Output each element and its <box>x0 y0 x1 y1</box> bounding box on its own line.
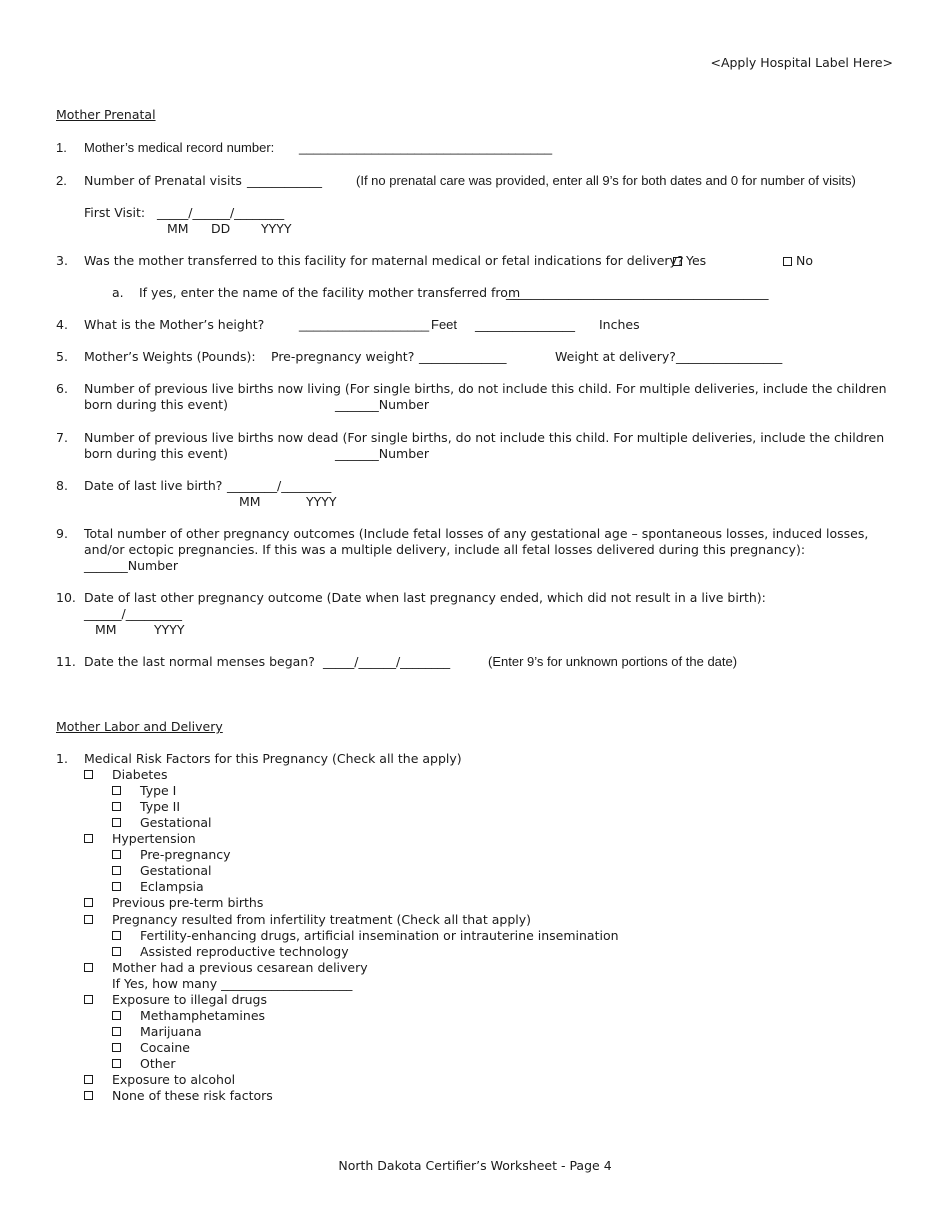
no-label: No <box>795 253 813 268</box>
first-visit-mm: MM <box>167 221 189 236</box>
q7-line2: born during this event) <box>84 446 228 461</box>
pre-pregnancy-weight-field[interactable]: ______________ <box>419 349 507 364</box>
transfer-facility-field[interactable]: __________________________________________ <box>506 285 769 300</box>
last-live-birth-date-field[interactable]: ________/________ <box>227 478 332 493</box>
checkbox-icon[interactable] <box>84 1075 93 1084</box>
q3-text: Was the mother transferred to this facility for maternal medical or fetal indications for delivery? <box>84 253 684 268</box>
delivery-weight-label: Weight at delivery? <box>555 349 676 364</box>
pre-pregnancy-weight-label: Pre-pregnancy weight? <box>271 349 415 364</box>
checkbox-icon[interactable] <box>112 850 121 859</box>
q9-line2: and/or ectopic pregnancies. If this was a multiple delivery, include all fetal losses delivered during this pregnancy): <box>84 542 806 557</box>
checkbox-icon[interactable] <box>84 770 93 779</box>
checkbox-icon[interactable] <box>112 1011 121 1020</box>
transfer-yes-option[interactable] <box>673 253 706 269</box>
checkbox-icon[interactable] <box>112 1043 121 1052</box>
first-visit-date-field[interactable]: _____/______/________ <box>157 205 285 220</box>
page-footer: North Dakota Certifier’s Worksheet - Page 4 <box>338 1158 612 1173</box>
checkbox-icon[interactable] <box>84 963 93 972</box>
last-other-outcome-date-field[interactable]: ______/_________ <box>84 606 182 621</box>
q4-text: What is the Mother’s height? <box>84 317 265 332</box>
q7-number: 7. <box>56 430 68 445</box>
q1-text: Mother’s medical record number: <box>84 140 275 155</box>
cesarean-how-many-field[interactable]: If Yes, how many _____________________ <box>112 976 353 991</box>
inches-label: Inches <box>599 317 640 332</box>
hospital-label: <Apply Hospital Label Here> <box>710 55 893 70</box>
checkbox-icon[interactable] <box>112 866 121 875</box>
checkbox-icon[interactable] <box>783 257 792 266</box>
q11-note: (Enter 9’s for unknown portions of the date) <box>488 654 738 669</box>
q1-number: 1. <box>56 140 67 155</box>
checkbox-icon[interactable] <box>84 915 93 924</box>
q2-text: Number of Prenatal visits <box>84 173 242 188</box>
checkbox-icon[interactable] <box>84 995 93 1004</box>
q10-number: 10. <box>56 590 76 605</box>
first-visit-label: First Visit: <box>84 205 146 220</box>
q3a-letter: a. <box>112 285 124 300</box>
q6-line2: born during this event) <box>84 397 228 412</box>
checkbox-icon[interactable] <box>84 1091 93 1100</box>
q11-text: Date the last normal menses began? <box>84 654 315 669</box>
q5-number: 5. <box>56 349 68 364</box>
checkbox-icon[interactable] <box>112 786 121 795</box>
checkbox-icon[interactable] <box>112 882 121 891</box>
q10-text: Date of last other pregnancy outcome (Date when last pregnancy ended, which did not result in a live birth): <box>84 590 766 605</box>
checkbox-icon[interactable] <box>112 1027 121 1036</box>
height-inches-field[interactable]: ________________ <box>475 317 575 332</box>
q3-number: 3. <box>56 253 68 268</box>
checkbox-icon[interactable] <box>112 818 121 827</box>
last-other-outcome-yyyy: YYYY <box>154 622 185 637</box>
last-live-birth-mm: MM <box>239 494 261 509</box>
q7-line1: Number of previous live births now dead (For single births, do not include this child. For multiple deliveries, include the children <box>84 430 885 445</box>
last-live-birth-yyyy: YYYY <box>306 494 337 509</box>
labor-q1-number: 1. <box>56 751 68 766</box>
q11-number: 11. <box>56 654 76 669</box>
q4-number: 4. <box>56 317 68 332</box>
checkbox-icon[interactable] <box>112 802 121 811</box>
medical-record-number-field[interactable]: ___________________________________ <box>299 140 553 155</box>
q6-number: 6. <box>56 381 68 396</box>
section-title-labor: Mother Labor and Delivery <box>56 719 223 734</box>
live-births-living-field[interactable]: _______Number <box>335 397 429 412</box>
q2-number: 2. <box>56 173 67 188</box>
delivery-weight-field[interactable]: _________________ <box>676 349 783 364</box>
q3a-text: If yes, enter the name of the facility mother transferred from <box>139 285 521 300</box>
last-other-outcome-mm: MM <box>95 622 117 637</box>
q5-text: Mother’s Weights (Pounds): <box>84 349 256 364</box>
q9-number: 9. <box>56 526 68 541</box>
prenatal-visits-field[interactable]: ____________ <box>247 173 322 188</box>
q9-line1: Total number of other pregnancy outcomes (Include fetal losses of any gestational age – spontaneous losses, induced losses, <box>84 526 869 541</box>
feet-label: Feet <box>431 317 458 332</box>
checkbox-icon[interactable] <box>84 898 93 907</box>
first-visit-dd: DD <box>211 221 231 236</box>
section-title-prenatal: Mother Prenatal <box>56 107 156 122</box>
checkbox-icon[interactable] <box>673 257 682 266</box>
checkbox-icon[interactable] <box>112 947 121 956</box>
checkbox-icon[interactable] <box>112 931 121 940</box>
labor-q1-text: Medical Risk Factors for this Pregnancy (Check all the apply) <box>84 751 462 766</box>
q2-note: (If no prenatal care was provided, enter all 9’s for both dates and 0 for number of visits) <box>356 173 856 188</box>
last-menses-date-field[interactable]: _____/______/________ <box>323 654 451 669</box>
q8-number: 8. <box>56 478 68 493</box>
checkbox-icon[interactable] <box>84 834 93 843</box>
live-births-dead-field[interactable]: _______Number <box>335 446 429 461</box>
first-visit-yyyy: YYYY <box>261 221 292 236</box>
other-outcomes-field[interactable]: _______Number <box>84 558 178 573</box>
q6-line1: Number of previous live births now living (For single births, do not include this child. For multiple deliveries, include the children <box>84 381 887 396</box>
q8-text: Date of last live birth? <box>84 478 223 493</box>
yes-label: Yes <box>685 253 707 268</box>
checkbox-icon[interactable] <box>112 1059 121 1068</box>
height-feet-field[interactable]: __________________ <box>299 317 430 332</box>
transfer-no-option[interactable] <box>783 253 813 269</box>
